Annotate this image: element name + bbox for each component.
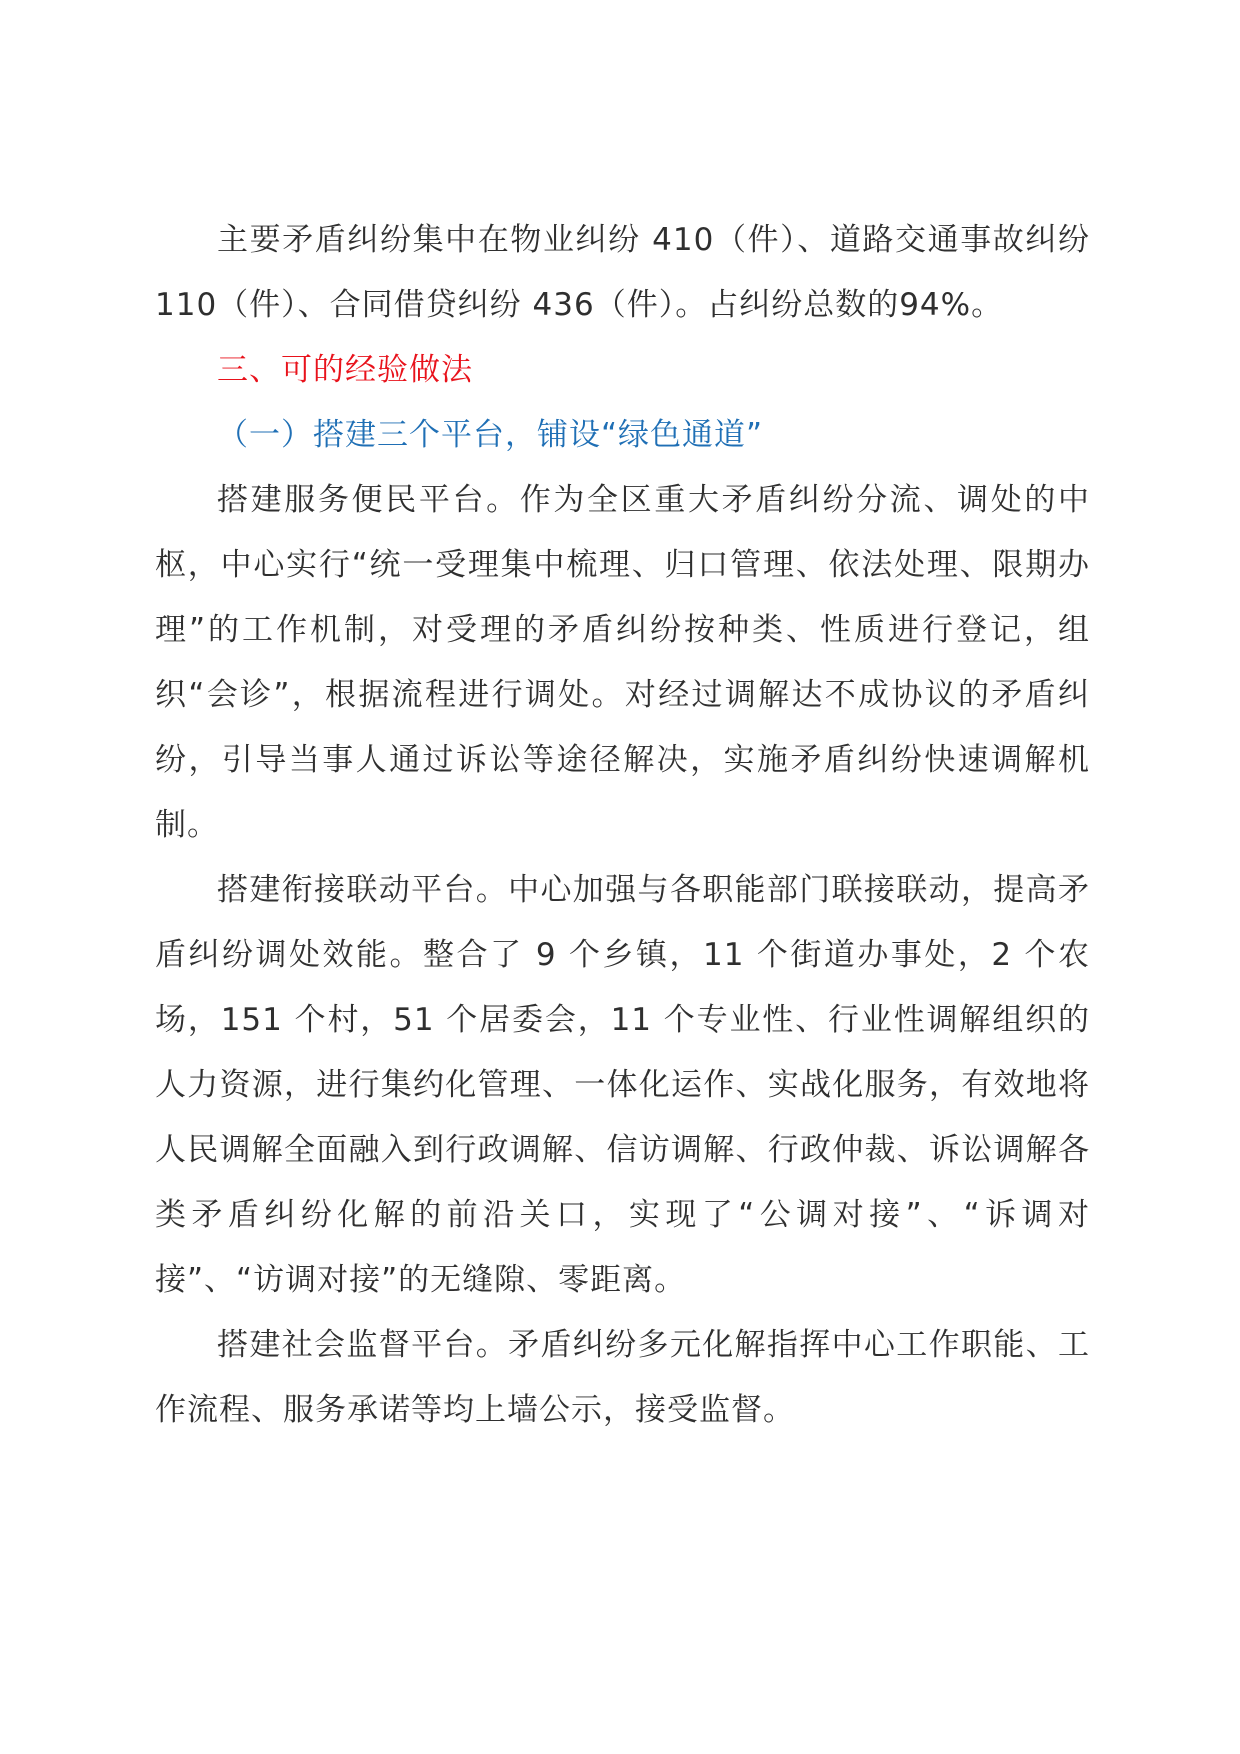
document-body xyxy=(155,208,1090,1443)
paragraph-linkage-platform: 搭建衔接联动平台。中心加强与各职能部门联接联动，提高矛盾纠纷调处效能。整合了 9 个乡镇，11 个街道办事处，2 个农场，151 个村，51 个居委会，11 个专业性、行业性调解组织的人力资源，进行集约化管理、一体化运作、实战化服务，有效地将人民调解全面融入到行政调解、信访调解、行政仲裁、诉讼调解各类矛盾纠纷化解的前沿关口，实现了“公调对接”、“诉调对接”、“访调对接”的无缝隙、零距离。 xyxy=(155,872,1090,1298)
subsection-heading: （一）搭建三个平台，铺设“绿色通道” xyxy=(217,417,764,453)
section-heading: 三、可的经验做法 xyxy=(217,352,473,388)
paragraph-supervision-platform: 搭建社会监督平台。矛盾纠纷多元化解指挥中心工作职能、工作流程、服务承诺等均上墙公示，接受监督。 xyxy=(155,1327,1090,1428)
paragraph-service-platform: 搭建服务便民平台。作为全区重大矛盾纠纷分流、调处的中枢，中心实行“统一受理集中梳理、归口管理、依法处理、限期办理”的工作机制，对受理的矛盾纠纷按种类、性质进行登记，组织“会诊”，根据流程进行调处。对经过调解达不成协议的矛盾纠纷，引导当事人通过诉讼等途径解决，实施矛盾纠纷快速调解机制。 xyxy=(155,482,1090,843)
paragraph-intro: 主要矛盾纠纷集中在物业纠纷 410（件）、道路交通事故纠纷 110（件）、合同借贷纠纷 436（件）。占纠纷总数的94%。 xyxy=(155,222,1090,323)
